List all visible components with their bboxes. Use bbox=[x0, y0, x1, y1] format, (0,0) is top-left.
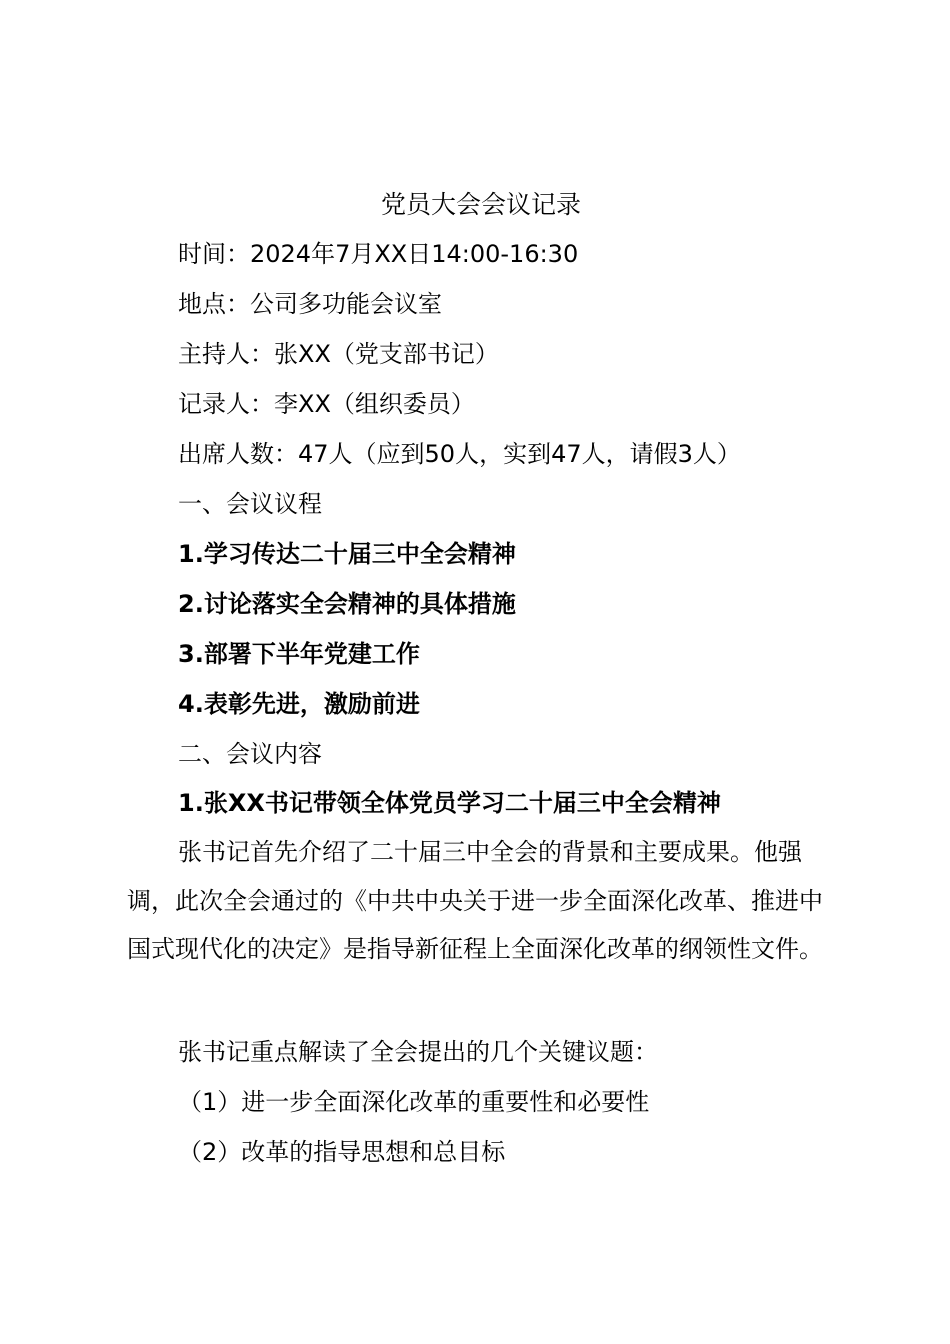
meeting-time: 时间：2024年7月XX日14:00-16:30 bbox=[178, 240, 579, 268]
meeting-recorder: 记录人：李XX（组织委员） bbox=[178, 390, 475, 418]
agenda-item: 3.部署下半年党建工作 bbox=[178, 640, 420, 668]
section-heading: 1.张XX书记带领全体党员学习二十届三中全会精神 bbox=[178, 789, 721, 817]
document-title: 党员大会会议记录 bbox=[380, 190, 581, 219]
meeting-attendance: 出席人数：47人（应到50人，实到47人，请假3人） bbox=[178, 440, 741, 468]
topic-item: （2）改革的指导思想和总目标 bbox=[178, 1138, 506, 1166]
agenda-item: 2.讨论落实全会精神的具体措施 bbox=[178, 590, 516, 618]
meeting-location: 地点：公司多功能会议室 bbox=[178, 290, 442, 318]
meeting-host: 主持人：张XX（党支部书记） bbox=[178, 340, 499, 368]
content-heading: 二、会议内容 bbox=[178, 740, 322, 768]
body-paragraph: 张书记首先介绍了二十届三中全会的背景和主要成果。他强调，此次全会通过的《中共中央关于进一步全面深化改革、推进中国式现代化的决定》是指导新征程上全面深化改革的纲领性文件。 bbox=[127, 838, 823, 964]
agenda-item: 4.表彰先进，激励前进 bbox=[178, 690, 420, 718]
body-paragraph: 张书记重点解读了全会提出的几个关键议题： bbox=[178, 1038, 658, 1066]
agenda-heading: 一、会议议程 bbox=[178, 490, 322, 518]
agenda-item: 1.学习传达二十届三中全会精神 bbox=[178, 540, 516, 568]
topic-item: （1）进一步全面深化改革的重要性和必要性 bbox=[178, 1088, 650, 1116]
